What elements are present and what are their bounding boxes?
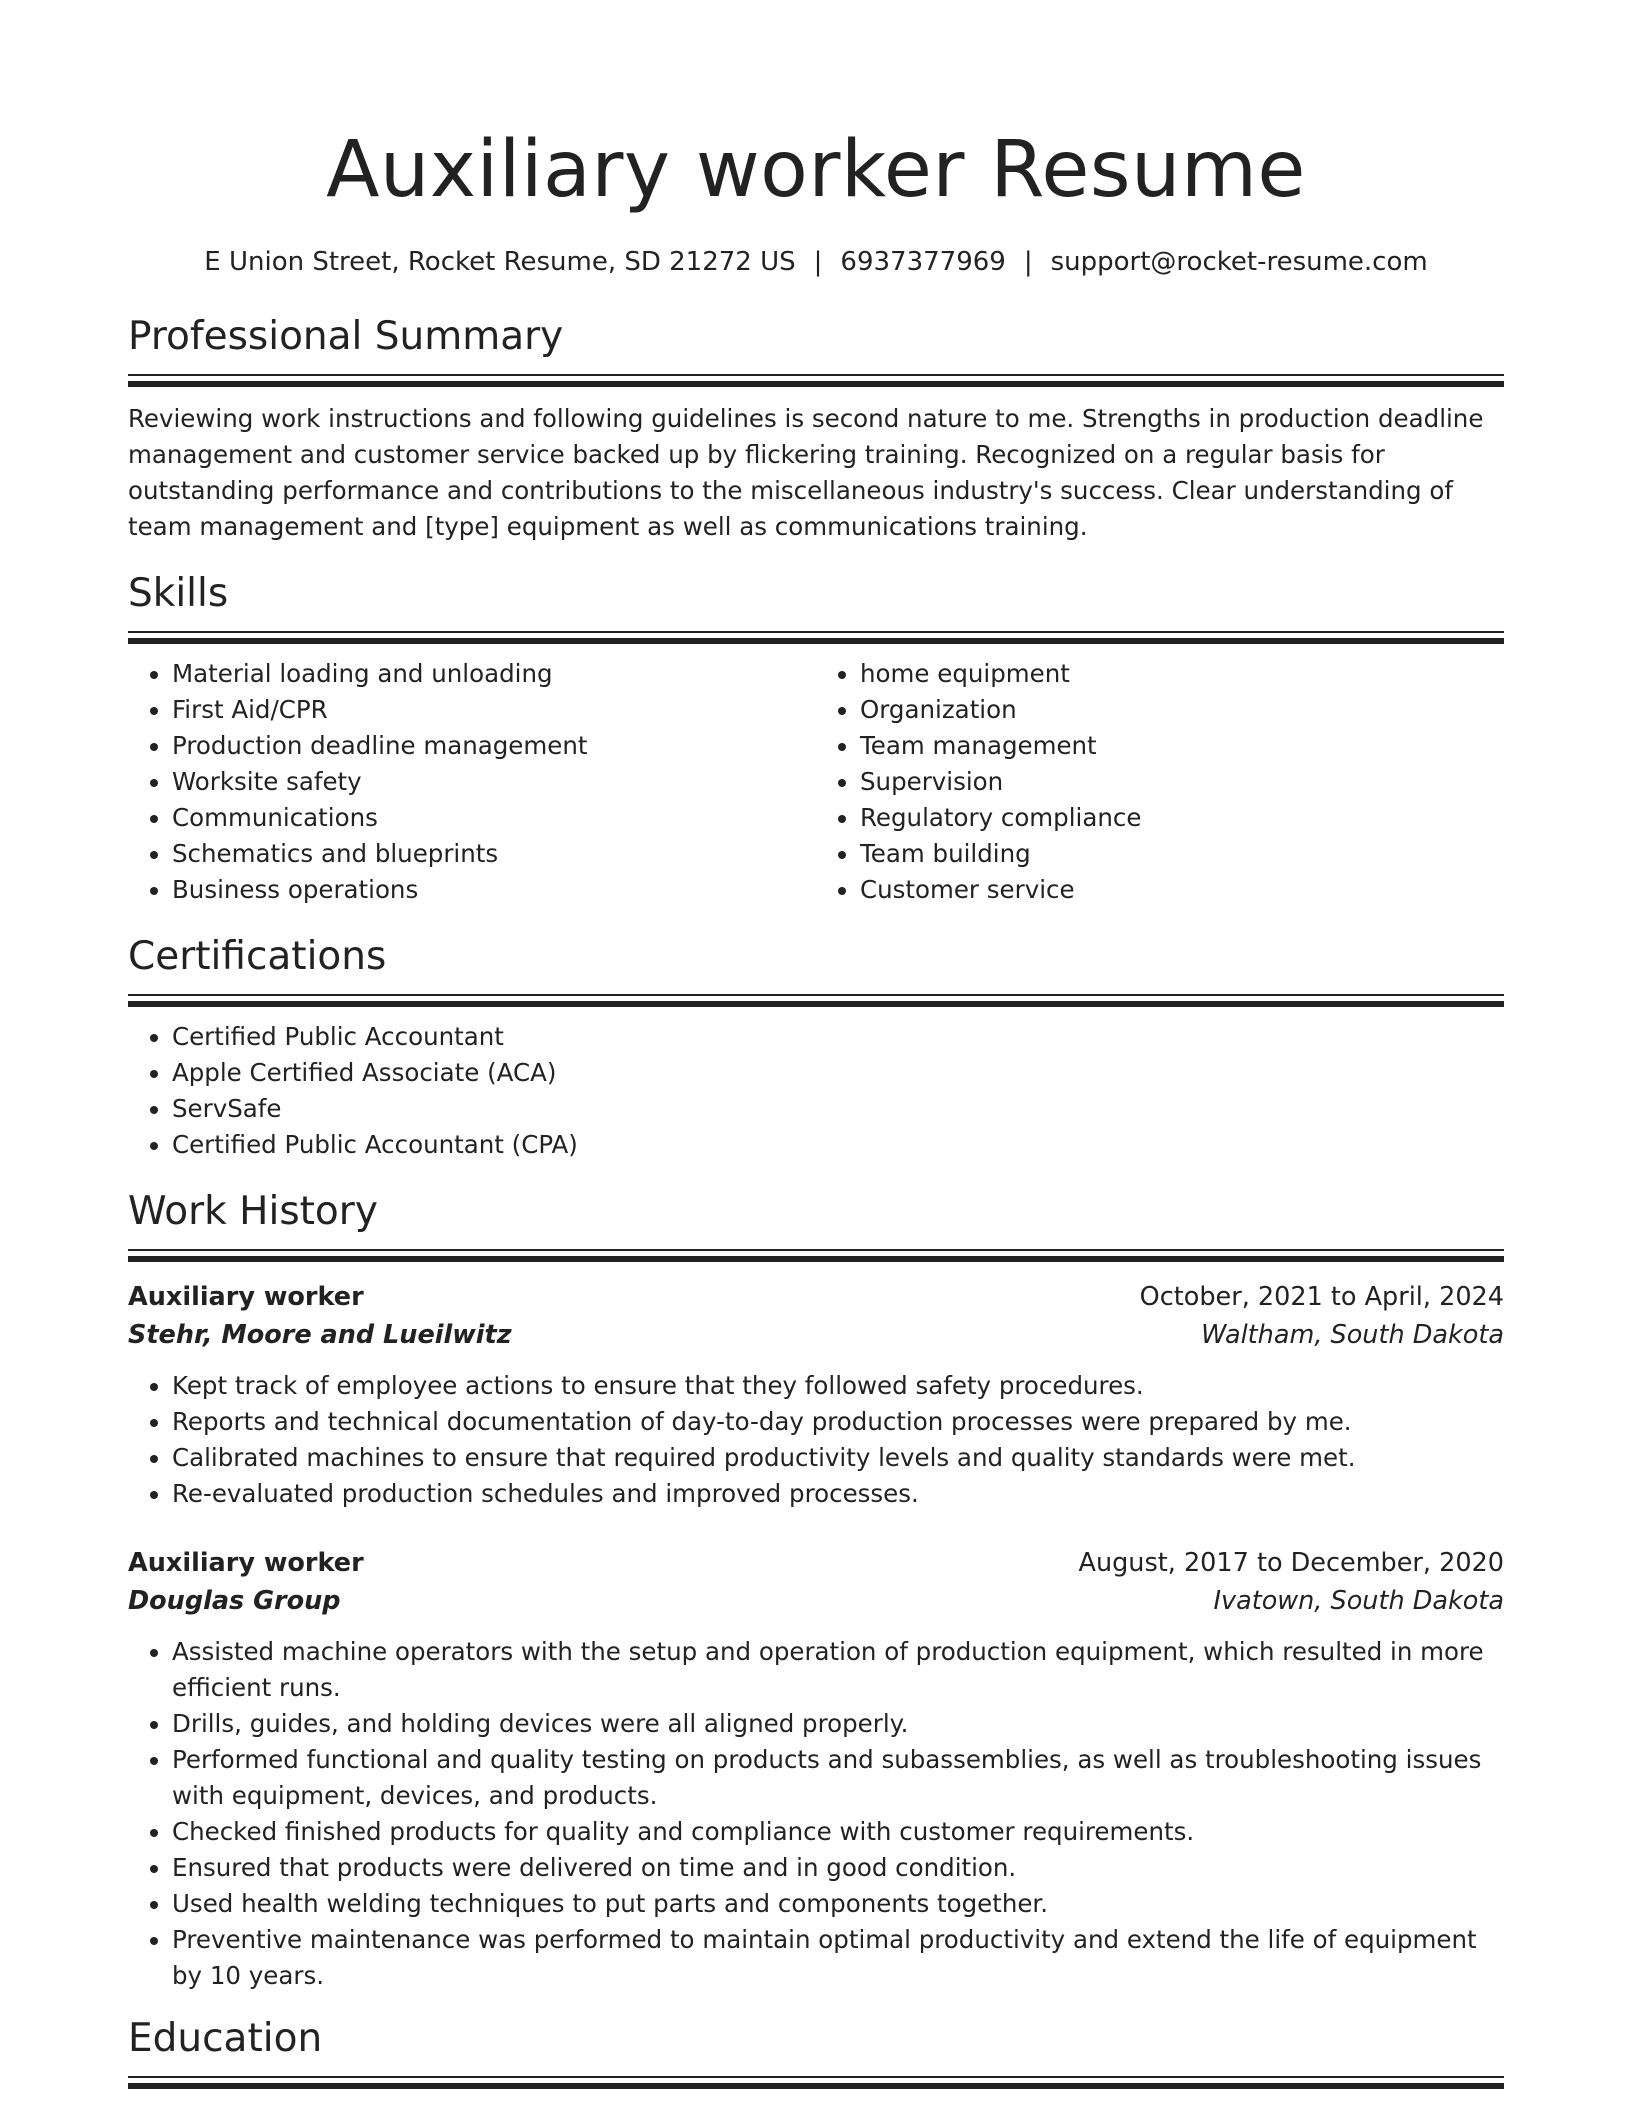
contact-email: support@rocket-resume.com xyxy=(1050,247,1428,277)
section-heading: Skills xyxy=(128,571,229,616)
list-item: • home equipment xyxy=(860,656,1504,692)
list-item: • Kept track of employee actions to ensure that they followed safety procedures. xyxy=(172,1368,1504,1404)
certifications-list xyxy=(128,1019,1504,1163)
list-item: • Customer service xyxy=(860,872,1504,908)
section-heading: Education xyxy=(128,2016,323,2061)
job-title: Auxiliary worker xyxy=(128,1548,364,1578)
skills-list-left xyxy=(128,656,816,908)
resume-title: Auxiliary worker Resume xyxy=(326,125,1306,215)
contact-line xyxy=(128,244,1504,280)
section-divider xyxy=(128,2076,1504,2089)
section-divider xyxy=(128,994,1504,1007)
list-item: • Production deadline management xyxy=(172,728,816,764)
job-company: Stehr, Moore and Lueilwitz xyxy=(128,1320,512,1350)
contact-separator: | xyxy=(813,247,823,277)
section-work-history xyxy=(128,1187,1504,1994)
section-heading: Work History xyxy=(128,1189,378,1234)
section-divider xyxy=(128,1249,1504,1262)
job-subheader xyxy=(128,1316,1504,1354)
list-item: • Material loading and unloading xyxy=(172,656,816,692)
job-location: Waltham, South Dakota xyxy=(1201,1320,1504,1350)
list-item: • Checked finished products for quality and compliance with customer requirements. xyxy=(172,1814,1504,1850)
list-item: • Business operations xyxy=(172,872,816,908)
list-item: • Calibrated machines to ensure that required productivity levels and quality standards were met. xyxy=(172,1440,1504,1476)
list-item: • Team building xyxy=(860,836,1504,872)
list-item: • Communications xyxy=(172,800,816,836)
section-divider xyxy=(128,374,1504,387)
list-item: • Ensured that products were delivered on time and in good condition. xyxy=(172,1850,1504,1886)
job-title: Auxiliary worker xyxy=(128,1282,364,1312)
list-item: • First Aid/CPR xyxy=(172,692,816,728)
list-item: • ServSafe xyxy=(172,1091,1504,1127)
summary-text: Reviewing work instructions and following guidelines is second nature to me. Strengths in production deadline management and customer service backed up by flickering training. Recognized on a regular basis for outstanding performance and contributions to the miscellaneous industry's success. Clear understanding of team management and [type] equipment as well as communications training. xyxy=(128,404,1484,541)
job-location: Ivatown, South Dakota xyxy=(1213,1586,1504,1616)
contact-address: E Union Street, Rocket Resume, SD 21272 US xyxy=(204,247,796,277)
job-company: Douglas Group xyxy=(128,1586,341,1616)
list-item: • Schematics and blueprints xyxy=(172,836,816,872)
list-item: • Worksite safety xyxy=(172,764,816,800)
list-item: • Preventive maintenance was performed to maintain optimal productivity and extend the life of equipment by 10 years. xyxy=(172,1922,1504,1994)
section-education xyxy=(128,2014,1504,2089)
job-header xyxy=(128,1544,1504,1582)
list-item: • Team management xyxy=(860,728,1504,764)
section-heading: Professional Summary xyxy=(128,314,564,359)
list-item: • Certified Public Accountant (CPA) xyxy=(172,1127,1504,1163)
list-item: • Used health welding techniques to put parts and components together. xyxy=(172,1886,1504,1922)
job-subheader xyxy=(128,1582,1504,1620)
contact-phone: 6937377969 xyxy=(840,247,1006,277)
section-heading: Certifications xyxy=(128,934,387,979)
section-skills xyxy=(128,569,1504,908)
skills-grid xyxy=(128,656,1504,908)
list-item: • Certified Public Accountant xyxy=(172,1019,1504,1055)
contact-separator: | xyxy=(1023,247,1033,277)
list-item: • Drills, guides, and holding devices were all aligned properly. xyxy=(172,1706,1504,1742)
list-item: • Performed functional and quality testing on products and subassemblies, as well as troubleshooting issues with equipment, devices, and products. xyxy=(172,1742,1504,1814)
section-certifications xyxy=(128,932,1504,1163)
list-item: • Re-evaluated production schedules and improved processes. xyxy=(172,1476,1504,1512)
section-divider xyxy=(128,631,1504,644)
list-item: • Organization xyxy=(860,692,1504,728)
section-summary xyxy=(128,312,1504,545)
job-header xyxy=(128,1278,1504,1316)
list-item: • Reports and technical documentation of day-to-day production processes were prepared by me. xyxy=(172,1404,1504,1440)
list-item: • Regulatory compliance xyxy=(860,800,1504,836)
list-item: • Supervision xyxy=(860,764,1504,800)
skills-list-right xyxy=(816,656,1504,908)
job-entry xyxy=(128,1544,1504,1994)
job-entry xyxy=(128,1278,1504,1512)
list-item: • Assisted machine operators with the setup and operation of production equipment, which resulted in more efficient runs. xyxy=(172,1634,1504,1706)
job-bullets xyxy=(128,1634,1504,1994)
list-item: • Apple Certified Associate (ACA) xyxy=(172,1055,1504,1091)
job-dates: August, 2017 to December, 2020 xyxy=(1078,1548,1504,1578)
job-bullets xyxy=(128,1368,1504,1512)
job-dates: October, 2021 to April, 2024 xyxy=(1139,1282,1504,1312)
